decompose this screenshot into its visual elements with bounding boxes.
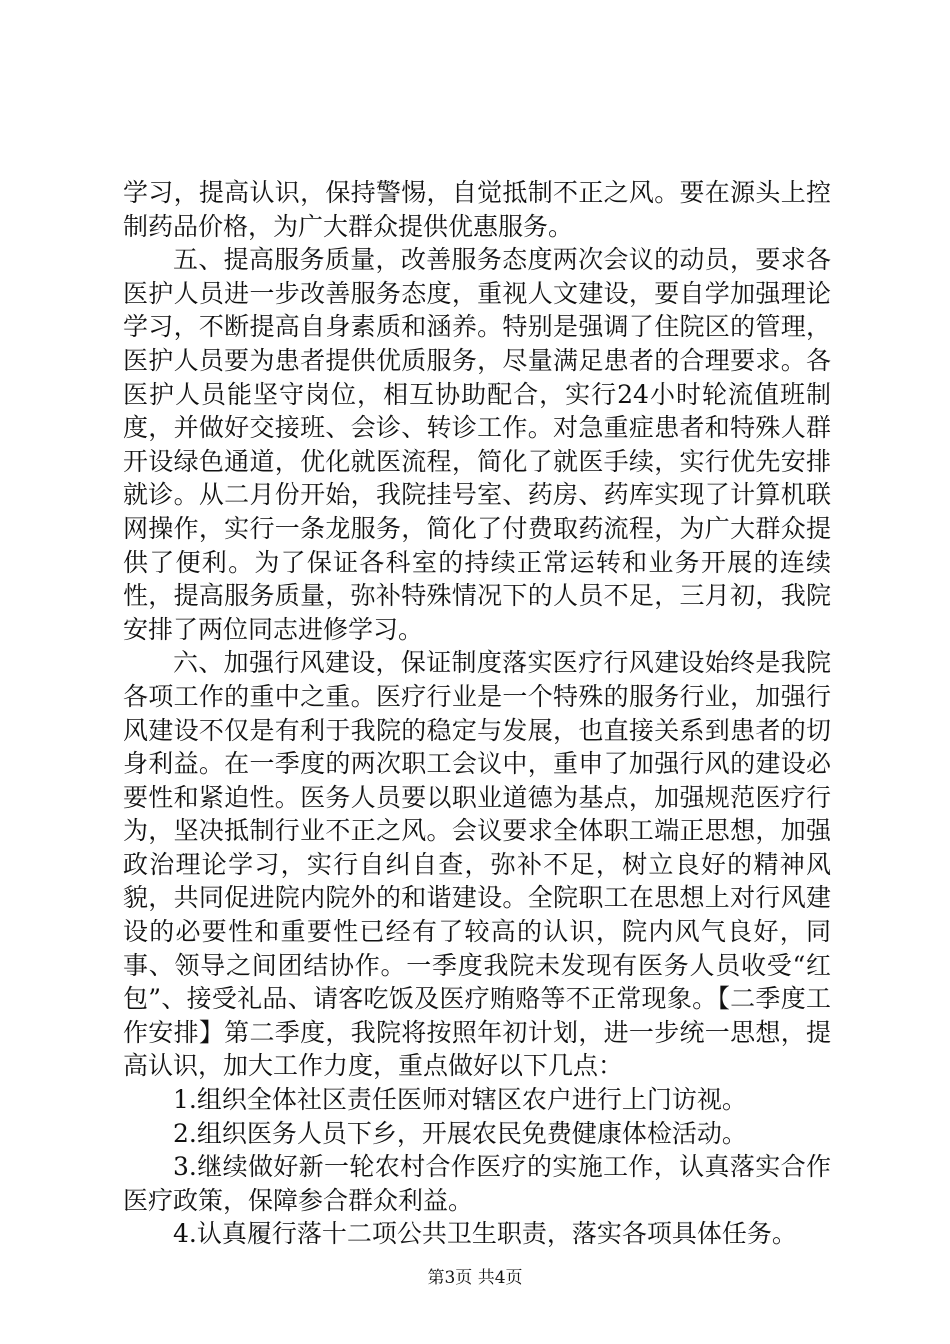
list-item-1: 1.组织全体社区责任医师对辖区农户进行上门访视。 (173, 1085, 747, 1115)
page-number-label: 第3页 共4页 (427, 1268, 523, 1288)
paragraph-1: 学习，提高认识，保持警惕，自觉抵制不正之风。要在源头上控制药品价格，为广大群众提供优惠服务。 (123, 178, 831, 241)
list-item-4: 4.认真履行落十二项公共卫生职责，落实各项具体任务。 (173, 1219, 797, 1249)
list-item-3: 3.继续做好新一轮农村合作医疗的实施工作，认真落实合作医疗政策，保障参合群众利益。 (123, 1152, 831, 1215)
page-footer (0, 1267, 950, 1289)
list-item-2: 2.组织医务人员下乡，开展农民免费健康体检活动。 (173, 1118, 747, 1148)
paragraph-2: 五、提高服务质量，改善服务态度两次会议的动员，要求各医护人员进一步改善服务态度，重视人文建设，要自学加强理论学习，不断提高自身素质和涵养。特别是强调了住院区的管理，医护人员要为患者提供优质服务，尽量满足患者的合理要求。各医护人员能坚守岗位，相互协助配合，实行24小时轮流值班制度，并做好交接班、会诊、转诊工作。对急重症患者和特殊人群开设绿色通道，优化就医流程，简化了就医手续，实行优先安排就诊。从二月份开始，我院挂号室、药房、药库实现了计算机联网操作，实行一条龙服务，简化了付费取药流程，为广大群众提供了便利。为了保证各科室的持续正常运转和业务开展的连续性，提高服务质量，弥补特殊情况下的人员不足，三月初，我院安排了两位同志进修学习。 (123, 245, 831, 644)
paragraph-3: 六、加强行风建设，保证制度落实医疗行风建设始终是我院各项工作的重中之重。医疗行业是一个特殊的服务行业，加强行风建设不仅是有利于我院的稳定与发展，也直接关系到患者的切身利益。在一季度的两次职工会议中，重申了加强行风的建设必要性和紧迫性。医务人员要以职业道德为基点，加强规范医疗行为，坚决抵制行业不正之风。会议要求全体职工端正思想，加强政治理论学习，实行自纠自查，弥补不足，树立良好的精神风貌，共同促进院内院外的和谐建设。全院职工在思想上对行风建设的必要性和重要性已经有了较高的认识，院内风气良好，同事、领导之间团结协作。一季度我院未发现有医务人员收受“红包”、接受礼品、请客吃饭及医疗贿赂等不正常现象。【二季度工作安排】第二季度，我院将按照年初计划，进一步统一思想，提高认识，加大工作力度，重点做好以下几点： (123, 648, 831, 1081)
document-body (123, 176, 831, 1251)
